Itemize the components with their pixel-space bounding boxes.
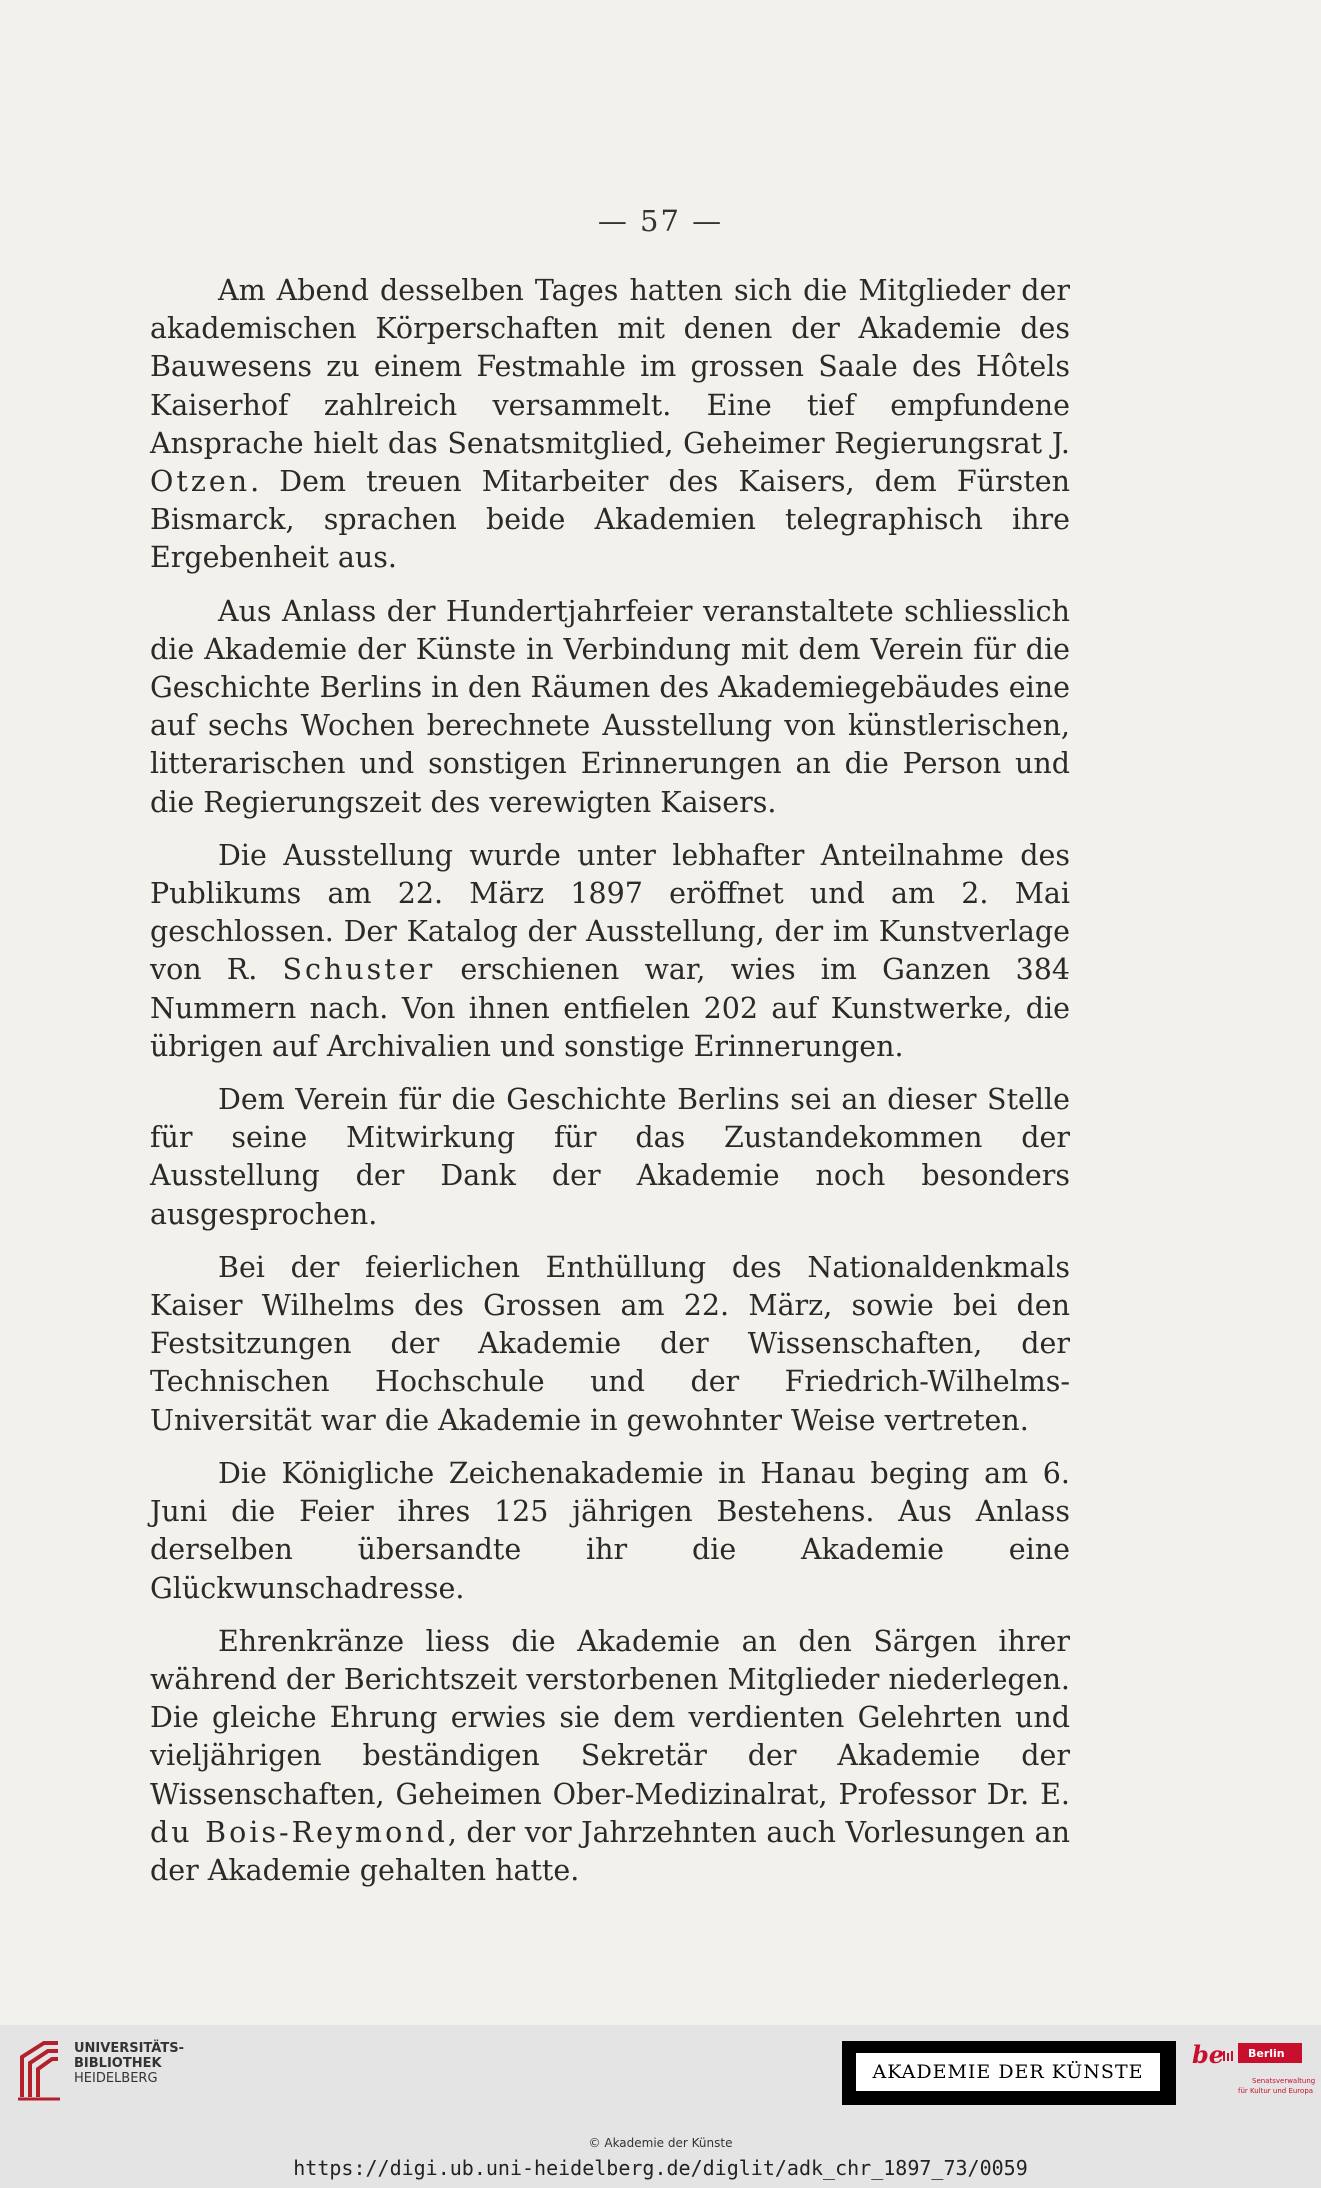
be-berlin-logo-icon[interactable] — [1190, 2039, 1316, 2109]
paragraph: Die Königliche Zeichenakademie in Hanau beging am 6. Juni die Feier ihres 125 jährigen Bestehens. Aus Anlass derselben übersandte ihr die Akademie eine Glückwunschadresse. — [150, 1456, 1070, 1605]
berlin-label: Berlin — [1248, 2047, 1285, 2060]
paragraph: Bei der feierlichen Enthüllung des Nationaldenkmals Kaiser Wilhelms des Grossen am 22. März, sowie bei den Festsitzungen der Akademie der Wissenschaften, der Technischen Hochschule und der Friedrich-Wilhelms-Universität war die Akademie in gewohnter Weise vertreten. — [150, 1250, 1070, 1437]
page-number: — 57 — — [597, 204, 724, 238]
viewer-footer — [0, 2025, 1321, 2188]
text-run: erschienen war, wies im Ganzen 384 Nummern nach. Von ihnen entfielen 202 auf Kunstwerke, die übrigen auf Archivalien und sonstige Erinnerungen. — [150, 953, 1070, 1063]
ub-line: UNIVERSITÄTS- — [74, 2041, 184, 2056]
adk-label: AKADEMIE DER KÜNSTE — [856, 2053, 1160, 2091]
body-text — [150, 272, 1070, 1905]
paragraph — [150, 1623, 1070, 1890]
copyright-notice: © Akademie der Künste — [588, 2136, 733, 2150]
paragraph — [150, 272, 1070, 578]
paragraph — [150, 837, 1070, 1066]
text-run: . Dem treuen Mitarbeiter des Kaisers, dem Fürsten Bismarck, sprachen beide Akademien telegraphisch ihre Ergebenheit aus. — [150, 465, 1070, 575]
text-run: Am Abend desselben Tages hatten sich die Mitglieder der akademischen Körperschaften mit denen der Akademie des Bauwesens zu einem Festmahle im grossen Saale des Hôtels Kaiserhof zahlreich versammelt. Eine tief empfundene Ansprache hielt das Senatsmitglied, Geheimer Regierungsrat J. — [150, 274, 1070, 460]
spaced-name: Otzen — [150, 465, 251, 499]
paragraph: Dem Verein für die Geschichte Berlins sei an dieser Stelle für seine Mitwirkung für das Zustandekommen der Ausstellung der Dank der Akademie noch besonders ausgesprochen. — [150, 1083, 1070, 1231]
text-run: Die Ausstellung wurde unter lebhafter Anteilnahme des Publikums am 22. März 1897 eröffnet und am 2. Mai geschlossen. Der Katalog der Ausstellung, der im Kunstverlage von R. — [150, 838, 1070, 987]
permalink-url[interactable]: https://digi.ub.uni-heidelberg.de/diglit/adk_chr_1897_73/0059 — [293, 2156, 1028, 2180]
senat-line: für Kultur und Europa — [1238, 2087, 1314, 2095]
text-run: Ehrenkränze liess die Akademie an den Särgen ihrer während der Berichtszeit verstorbenen Mitglieder niederlegen. Die gleiche Ehrung erwies sie dem verdienten Gelehrten und vieljährigen beständigen Sekretär der Akademie der Wissenschaften, Geheimen Ober-Medizinalrat, Professor Dr. E. — [150, 1624, 1070, 1811]
paragraph: Aus Anlass der Hundertjahrfeier veranstaltete schliesslich die Akademie der Künste in Verbindung mit dem Verein für die Geschichte Berlins in den Räumen des Akademiegebäudes eine auf sechs Wochen berechnete Ausstellung von künstlerischen, litterarischen und sonstigen Erinnerungen an die Person und die Regierungszeit des verewigten Kaisers. — [150, 594, 1070, 819]
spaced-name: Schuster — [282, 953, 436, 987]
spaced-name: du Bois-Reymond — [150, 1815, 448, 1849]
be-text: be — [1192, 2040, 1225, 2069]
ub-line: BIBLIOTHEK — [74, 2056, 162, 2071]
akademie-der-kuenste-logo[interactable] — [842, 2041, 1176, 2105]
university-library-logo-icon[interactable] — [14, 2035, 64, 2105]
ub-line: HEIDELBERG — [74, 2071, 158, 2086]
university-library-name[interactable] — [74, 2041, 184, 2086]
senat-line: Senatsverwaltung — [1252, 2077, 1316, 2085]
text-run: , der vor Jahrzehnten auch Vorlesungen an der Akademie gehalten hatte. — [150, 1815, 1070, 1887]
